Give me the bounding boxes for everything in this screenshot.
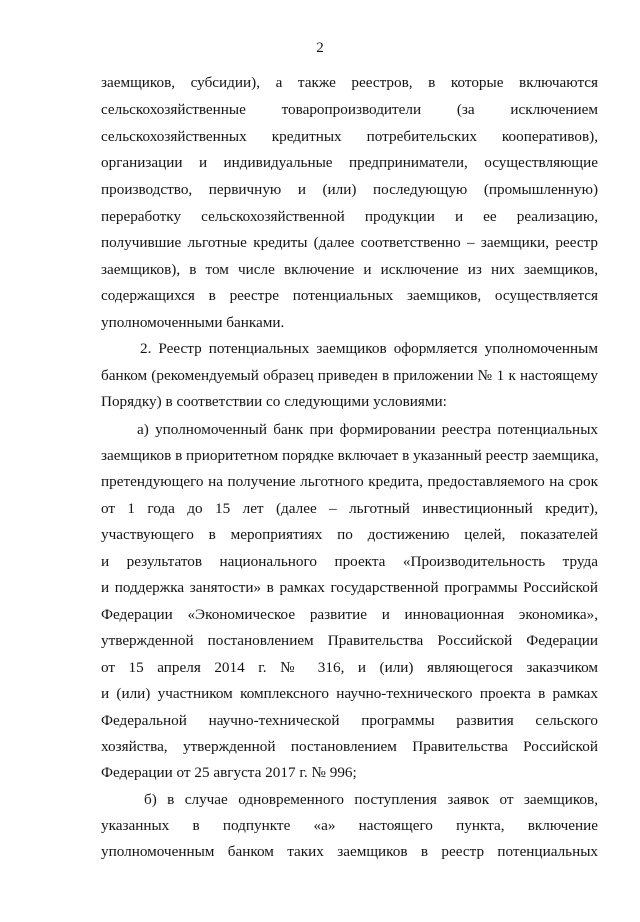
paragraph-b-line-2: указанных в подпункте «а» настоящего пункта, включение [101, 817, 598, 834]
paragraph-1-line-1: заемщиков, субсидии), а также реестров, в которые включаются [101, 74, 598, 91]
paragraph-2-line-2: банком (рекомендуемый образец приведен в приложении № 1 к настоящему [101, 367, 598, 384]
paragraph-a-line-3: претендующего на получение льготного кредита, предоставляемого на срок [101, 473, 598, 490]
paragraph-a-line-6: и результатов национального проекта «Производительность труда [101, 553, 598, 570]
paragraph-a-line-2: заемщиков в приоритетном порядке включает в указанный реестр заемщика, [101, 447, 599, 464]
paragraph-b-line-3: уполномоченным банком таких заемщиков в реестр потенциальных [101, 843, 598, 860]
paragraph-a-line-9: утвержденной постановлением Правительства Российской Федерации [101, 632, 598, 649]
paragraph-1-line-5: производство, первичную и (или) последующую (промышленную) [101, 181, 598, 198]
paragraph-1-line-2: сельскохозяйственные товаропроизводители (за исключением [101, 101, 598, 118]
paragraph-1-line-8: заемщиков), в том числе включение и исключение из них заемщиков, [101, 261, 598, 278]
paragraph-1-line-4: организации и индивидуальные предприниматели, осуществляющие [101, 154, 598, 171]
paragraph-1-line-3: сельскохозяйственных кредитных потребительских кооперативов), [101, 128, 598, 145]
paragraph-a-line-4: от 1 года до 15 лет (далее – льготный инвестиционный кредит), [101, 500, 598, 517]
paragraph-a-line-10: от 15 апреля 2014 г. № 316, и (или) являющегося заказчиком [101, 659, 598, 676]
paragraph-1-line-10: уполномоченными банками. [101, 314, 285, 331]
paragraph-a-line-14: Федерации от 25 августа 2017 г. № 996; [101, 764, 357, 781]
paragraph-a-line-1: а) уполномоченный банк при формировании реестра потенциальных [137, 421, 598, 438]
page-number: 2 [316, 40, 324, 56]
paragraph-a-line-13: хозяйства, утвержденной постановлением Правительства Российской [101, 738, 598, 755]
paragraph-a-line-11: и (или) участником комплексного научно-технического проекта в рамках [101, 685, 598, 702]
paragraph-a-line-8: Федерации «Экономическое развитие и инновационная экономика», [101, 606, 598, 623]
paragraph-a-line-7: и поддержка занятости» в рамках государственной программы Российской [101, 579, 598, 596]
paragraph-1-line-7: получившие льготные кредиты (далее соответственно – заемщики, реестр [101, 234, 598, 251]
paragraph-2-line-3: Порядку) в соответствии со следующими условиями: [101, 393, 447, 410]
paragraph-2-line-1: 2. Реестр потенциальных заемщиков оформляется уполномоченным [140, 340, 598, 357]
paragraph-1-line-6: переработку сельскохозяйственной продукции и ее реализацию, [101, 208, 598, 225]
paragraph-b-line-1: б) в случае одновременного поступления заявок от заемщиков, [144, 791, 598, 808]
paragraph-1-line-9: содержащихся в реестре потенциальных заемщиков, осуществляется [101, 287, 598, 304]
paragraph-a-line-12: Федеральной научно-технической программы развития сельского [101, 712, 598, 729]
paragraph-a-line-5: участвующего в мероприятиях по достижению целей, показателей [101, 526, 598, 543]
